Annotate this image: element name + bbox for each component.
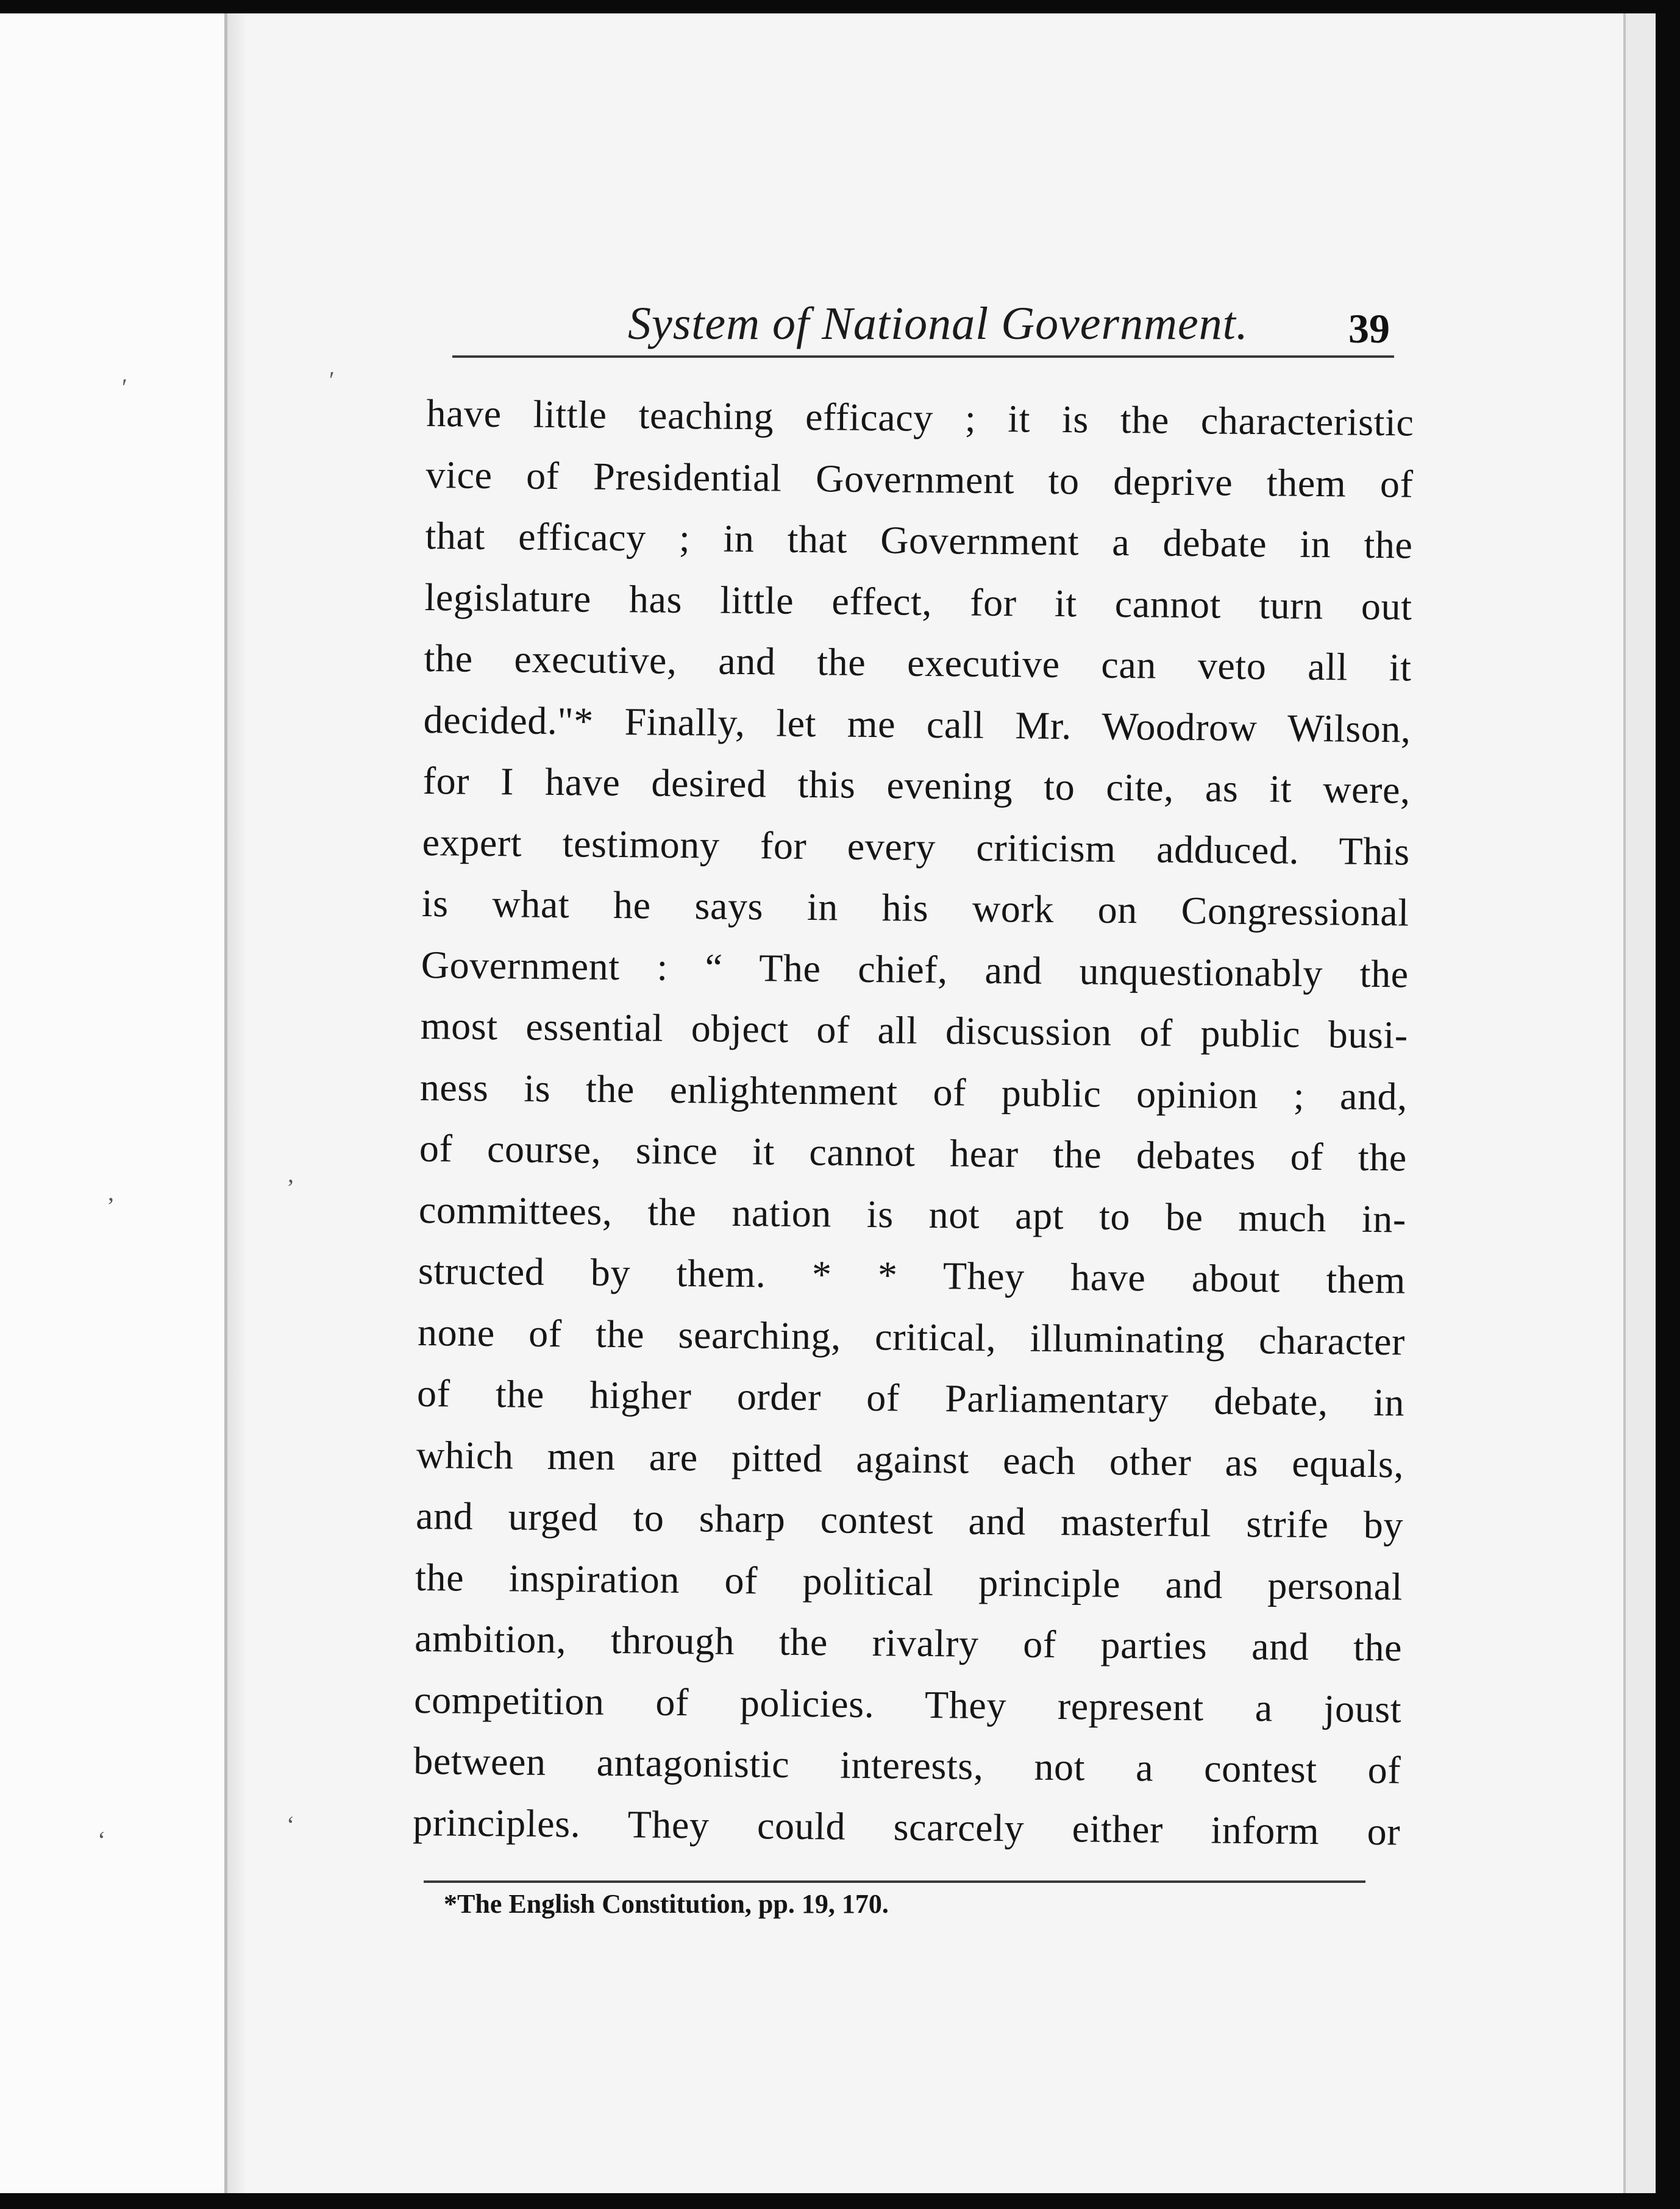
text-line: that efficacy ; in that Government a debate in the (425, 513, 1413, 567)
text-line: the executive, and the executive can veto all it (424, 636, 1412, 689)
page-right-edge (1623, 13, 1658, 2193)
text-line: legislature has little effect, for it cannot turn out (424, 575, 1412, 628)
text-line: decided."* Finally, let me call Mr. Woodrow Wilson, (423, 697, 1411, 751)
scan-border-right (1656, 0, 1680, 2209)
text-line: structed by them. * * They have about them (418, 1248, 1406, 1302)
text-line: is what he says in his work on Congressional (421, 881, 1410, 934)
text-line: most essential object of all discussion of public busi- (420, 1003, 1409, 1057)
text-line: none of the searching, critical, illuminating character (417, 1310, 1406, 1363)
text-line: of course, since it cannot hear the debates of the (419, 1126, 1408, 1179)
text-line: Government : “ The chief, and unquestionably the (421, 942, 1409, 996)
text-line: ambition, through the rivalry of parties and the (414, 1616, 1403, 1670)
facing-page-edge (0, 13, 227, 2193)
running-head: System of National Government. (628, 298, 1248, 349)
footnote: *The English Constitution, pp. 19, 170. (444, 1889, 889, 1919)
text-line: principles. They could scarcely either inform or (412, 1800, 1401, 1853)
text-line: committees, the nation is not apt to be much in- (418, 1187, 1407, 1240)
page-number: 39 (1348, 305, 1390, 352)
scan-speck: ’ (107, 1192, 115, 1220)
scan-speck: ′ (329, 366, 335, 394)
scan-border-bottom (0, 2193, 1680, 2209)
scan-speck: ′ (122, 374, 127, 401)
text-line: of the higher order of Parliamentary debate, in (416, 1371, 1405, 1425)
text-line: expert testimony for every criticism adduced. This (422, 820, 1411, 873)
text-line: between antagonistic interests, not a contest of (413, 1738, 1401, 1792)
text-line: for I have desired this evening to cite, as it were, (422, 758, 1411, 812)
text-line: vice of Presidential Government to deprive them of (425, 452, 1414, 506)
footnote-rule (424, 1880, 1365, 1883)
text-line: ness is the enlightenment of public opinion ; and, (419, 1065, 1408, 1118)
text-line: competition of policies. They represent a joust (413, 1677, 1402, 1731)
text-line: have little teaching efficacy ; it is the characteristic (426, 391, 1414, 444)
book-gutter (227, 13, 246, 2193)
text-line: and urged to sharp contest and masterful strife by (415, 1493, 1404, 1547)
scan-speck: ’ (287, 1174, 295, 1201)
body-text (413, 383, 1414, 1862)
header-rule (452, 355, 1394, 358)
scan-speck: ‘ (287, 1811, 295, 1838)
scan-border-top (0, 0, 1680, 13)
text-line: the inspiration of political principle and personal (415, 1555, 1403, 1608)
text-line: which men are pitted against each other as equals, (416, 1432, 1404, 1485)
scan-speck: ‘ (98, 1826, 106, 1854)
